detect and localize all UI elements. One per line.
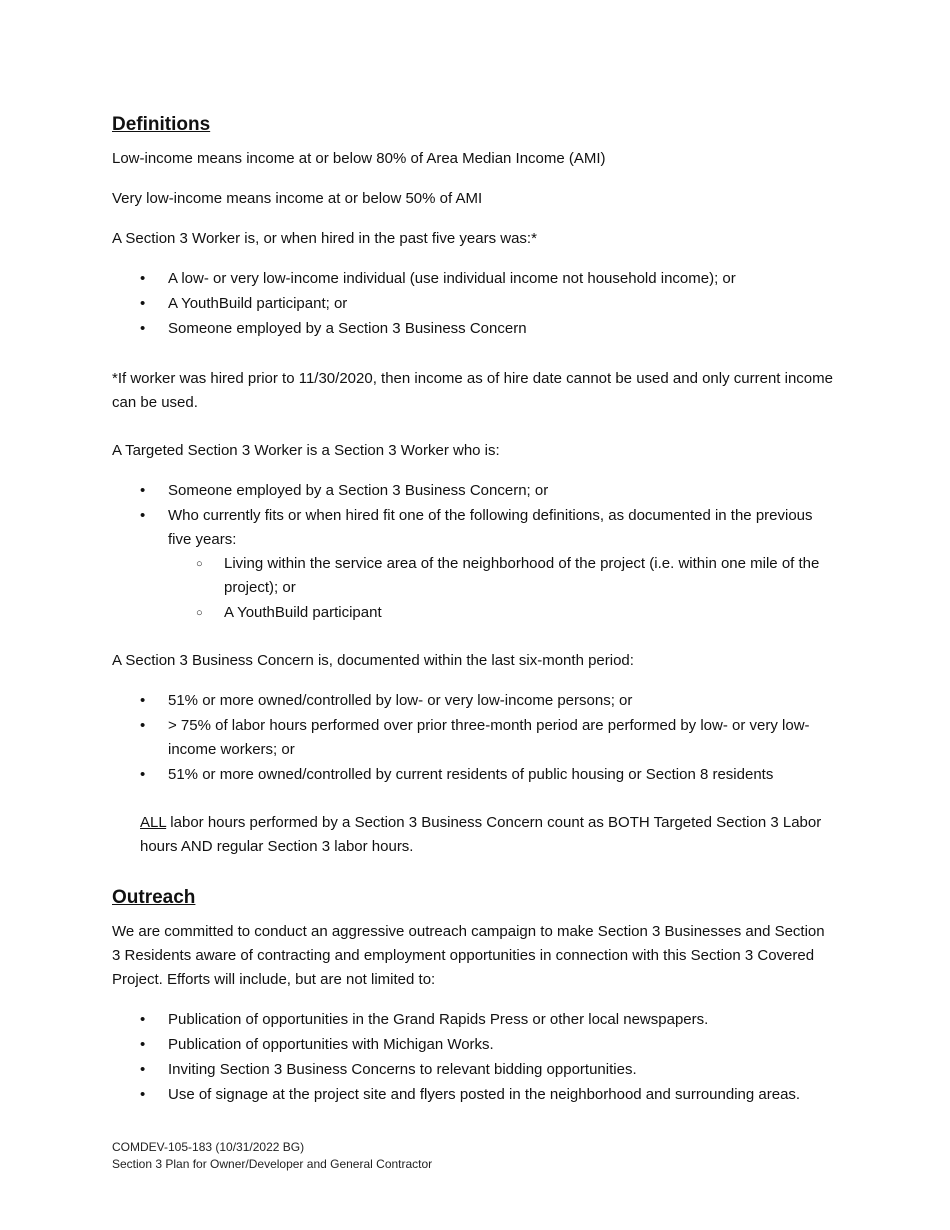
section3-worker-list bbox=[112, 267, 837, 341]
list-item: • Publication of opportunities with Michigan Works. bbox=[112, 1033, 837, 1057]
all-labor-hours-note bbox=[112, 811, 837, 859]
list-item: • 51% or more owned/controlled by current residents of public housing or Section 8 residents bbox=[112, 763, 837, 787]
business-concern-list bbox=[112, 689, 837, 787]
list-item: • Someone employed by a Section 3 Business Concern bbox=[112, 317, 837, 341]
targeted-worker-sublist bbox=[168, 552, 837, 625]
sub-list-item: ○ A YouthBuild participant bbox=[168, 601, 837, 625]
footer-document-title: Section 3 Plan for Owner/Developer and General Contractor bbox=[112, 1157, 433, 1171]
list-item: • A low- or very low-income individual (use individual income not household income); or bbox=[112, 267, 837, 291]
all-labor-hours-text: labor hours performed by a Section 3 Business Concern count as BOTH Targeted Section 3 Labor hours AND regular Section 3 labor hours. bbox=[140, 814, 822, 855]
section3-worker-intro: A Section 3 Worker is, or when hired in the past five years was:* bbox=[112, 230, 537, 247]
document-body bbox=[112, 112, 837, 1123]
business-concern-intro: A Section 3 Business Concern is, documented within the last six-month period: bbox=[112, 652, 634, 669]
very-low-income-definition: Very low-income means income at or below 50% of AMI bbox=[112, 190, 483, 207]
page-footer bbox=[112, 1139, 432, 1173]
list-item: • 51% or more owned/controlled by low- or very low-income persons; or bbox=[112, 689, 837, 713]
list-item: • A YouthBuild participant; or bbox=[112, 292, 837, 316]
list-item: • Publication of opportunities in the Grand Rapids Press or other local newspapers. bbox=[112, 1008, 837, 1032]
list-item: • Someone employed by a Section 3 Business Concern; or bbox=[112, 479, 837, 503]
targeted-worker-intro: A Targeted Section 3 Worker is a Section 3 Worker who is: bbox=[112, 442, 500, 459]
low-income-definition: Low-income means income at or below 80% of Area Median Income (AMI) bbox=[112, 150, 606, 167]
list-item: • Use of signage at the project site and flyers posted in the neighborhood and surrounding areas. bbox=[112, 1083, 837, 1107]
footnote: *If worker was hired prior to 11/30/2020, then income as of hire date cannot be used and only current income can be used. bbox=[112, 370, 833, 411]
targeted-worker-list bbox=[112, 479, 837, 625]
outreach-heading: Outreach bbox=[112, 887, 196, 908]
definitions-heading: Definitions bbox=[112, 114, 211, 135]
list-item: • > 75% of labor hours performed over prior three-month period are performed by low- or very low-income workers; or bbox=[112, 714, 837, 762]
outreach-intro: We are committed to conduct an aggressive outreach campaign to make Section 3 Businesses and Section 3 Residents aware of contracting and employment opportunities in connection with this Section 3 Covered Project. Efforts will include, but are not limited to: bbox=[112, 923, 825, 988]
list-item-text: Who currently fits or when hired fit one of the following definitions, as documented in the previous five years: bbox=[168, 507, 813, 548]
list-item bbox=[112, 504, 837, 625]
list-item: • Inviting Section 3 Business Concerns to relevant bidding opportunities. bbox=[112, 1058, 837, 1082]
footer-document-code: COMDEV-105-183 (10/31/2022 BG) bbox=[112, 1140, 305, 1154]
outreach-list bbox=[112, 1008, 837, 1107]
sub-list-item: ○ Living within the service area of the neighborhood of the project (i.e. within one mile of the project); or bbox=[168, 552, 837, 600]
all-label: ALL bbox=[140, 814, 167, 831]
